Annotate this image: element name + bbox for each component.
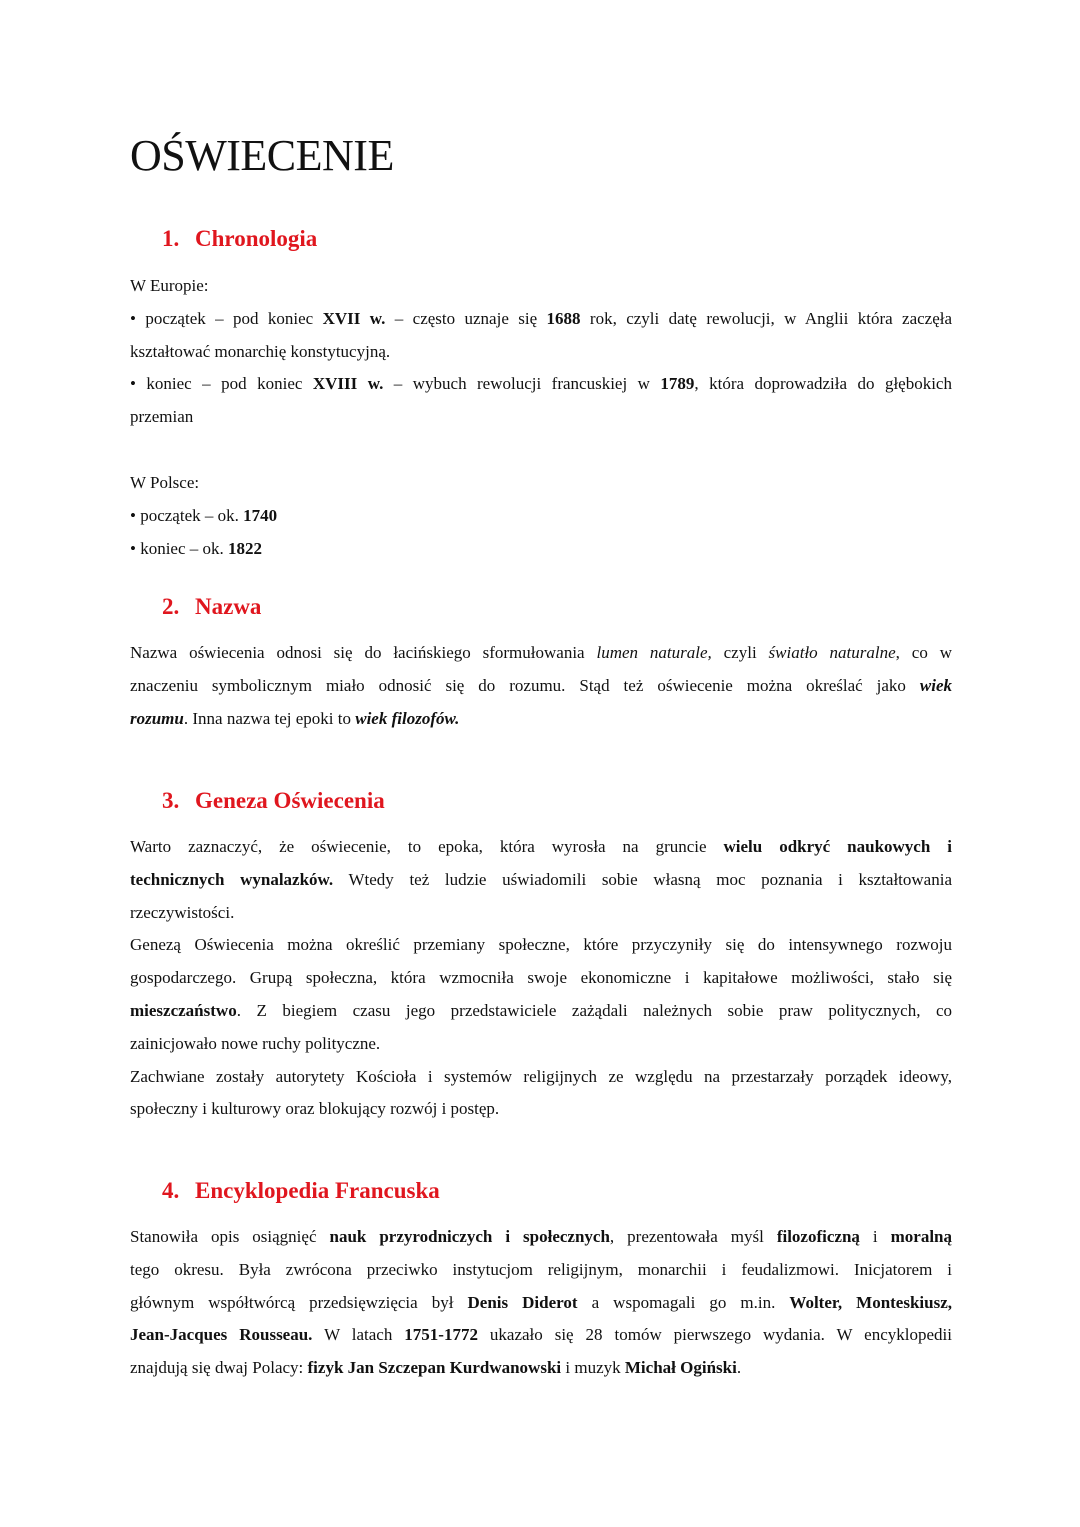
poland-start-line: • początek – ok. 1740 (130, 505, 278, 525)
nazwa-paragraph: Nazwa oświecenia odnosi się do łacińskiego sformułowania lumen naturale, czyli światło naturalne, co w znaczeniu symbolicznym miało odnosić się do rozumu. Stąd też oświecenie można określać jako wiek rozumu. Inna nazwa tej epoki to wiek filozofów. (130, 643, 952, 728)
poland-label: W Polsce: (130, 473, 200, 492)
section-heading-chronologia (162, 225, 317, 253)
section-heading-geneza (162, 787, 385, 815)
section-title: Geneza Oświecenia (195, 788, 385, 813)
section-title: Encyklopedia Francuska (195, 1178, 440, 1203)
section-number: 1. (162, 226, 180, 251)
geneza-paragraphs: Warto zaznaczyć, że oświecenie, to epoka, która wyrosła na gruncie wielu odkryć naukowych i technicznych wynalazków. Wtedy też ludzie uświadomili sobie własną moc poznania i kształtowania rzeczywistości. Genezą Oświecenia można określić przemiany społeczne, które przyczyniły się do intensywnego rozwoju gospodarczego. Grupą społeczna, która wzmocniła swoje ekonomiczne i kapitałowe możliwości, stało się mieszczaństwo. Z biegiem czasu jego przedstawiciele zażądali należnych sobie praw politycznych, co zainicjowało nowe ruchy polityczne. Zachwiane zostały autorytety Kościoła i systemów religijnych ze względu na przestarzały porządek ideowy, społeczny i kulturowy oraz blokujący rozwój i postęp. (130, 837, 952, 1119)
poland-end-line: • koniec – ok. 1822 (130, 538, 263, 558)
chronology-poland (130, 467, 952, 565)
chronology-europe: W Europie: • początek – pod koniec XVII w. – często uznaje się 1688 rok, czyli datę rewolucji, w Anglii która zaczęła kształtować monarchię konstytucyjną. • koniec – pod koniec XVIII w. – wybuch rewolucji francuskiej w 1789, która doprowadziła do głębokich przemian (130, 270, 952, 434)
section-heading-encyklopedia (162, 1177, 440, 1205)
section-title: Nazwa (195, 594, 262, 619)
section-number: 4. (162, 1178, 180, 1203)
section-number: 2. (162, 594, 180, 619)
europe-end-line: • koniec – pod koniec XVIII w. – wybuch rewolucji francuskiej w 1789, która doprowadziła do głębokich (130, 374, 952, 394)
bullet-icon: • (130, 308, 136, 328)
bullet-icon: • (130, 505, 136, 525)
bullet-icon: • (130, 374, 136, 394)
section-heading-nazwa (162, 593, 261, 621)
section-number: 3. (162, 788, 180, 813)
encyklopedia-paragraph: Stanowiła opis osiągnięć nauk przyrodniczych i społecznych, prezentowała myśl filozoficzną i moralną tego okresu. Była zwrócona przeciwko instytucjom religijnym, monarchii i feudalizmowi. Inicjatorem i głównym współtwórcą przedsięwzięcia był Denis Diderot a wspomagali go m.in. Wolter, Monteskiusz, Jean-Jacques Rousseau. W latach 1751-1772 ukazało się 28 tomów pierwszego wydania. W encyklopedii znajdują się dwaj Polacy: fizyk Jan Szczepan Kurdwanowski i muzyk Michał Ogiński. (130, 1227, 953, 1378)
europe-label: W Europie: (130, 276, 209, 295)
bullet-icon: • (130, 538, 136, 558)
europe-start-line: • początek – pod koniec XVII w. – często uznaje się 1688 rok, czyli datę rewolucji, w Anglii która zaczęła (130, 308, 953, 328)
page-title: OŚWIECENIE (130, 131, 394, 180)
section-title: Chronologia (195, 226, 318, 251)
